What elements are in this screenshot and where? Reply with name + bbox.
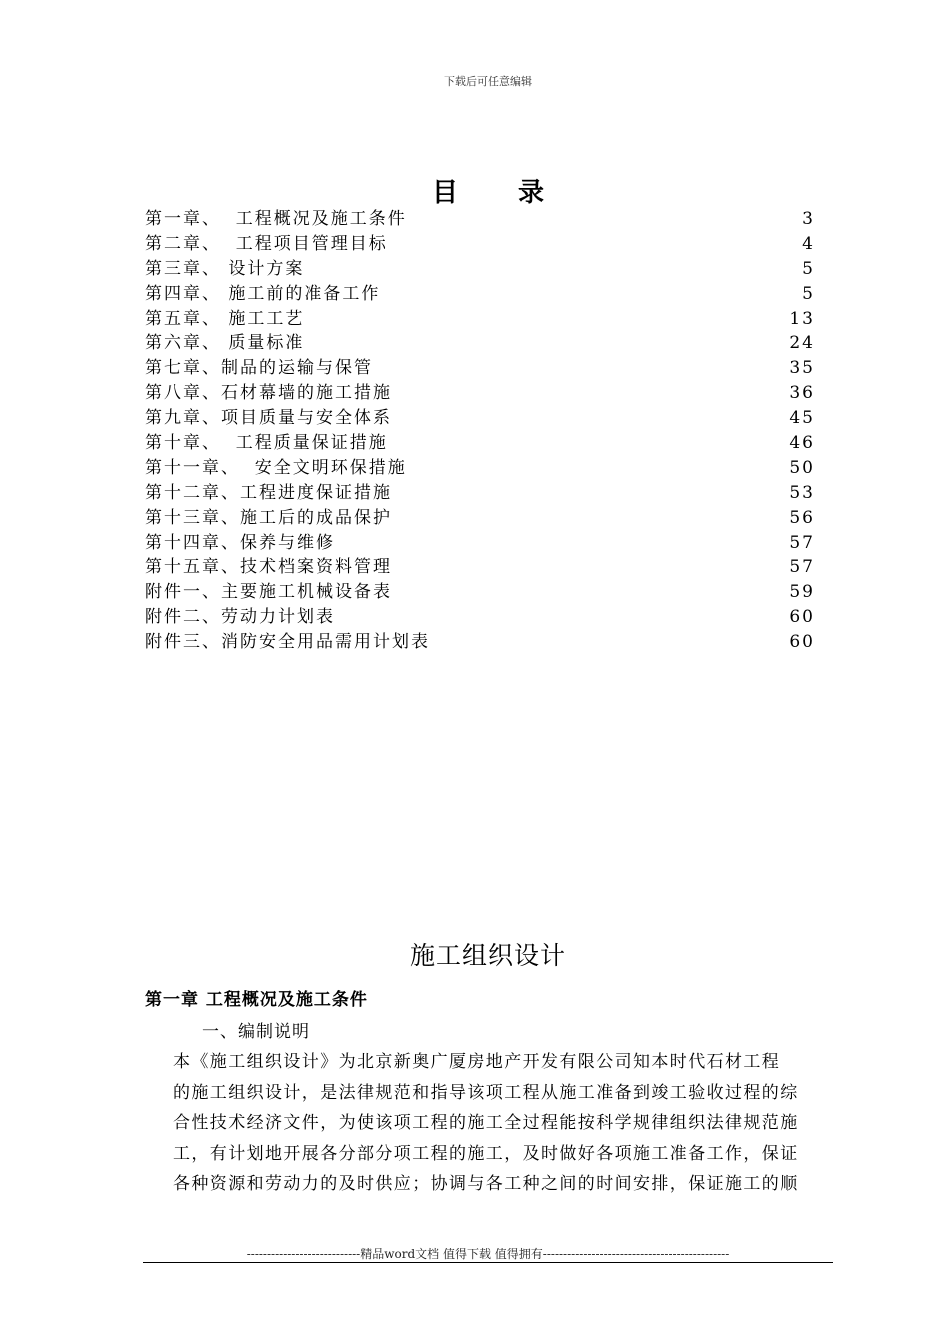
toc-title: 目录 xyxy=(431,178,604,208)
toc-entry-label: 第九章、项目质量与安全体系 xyxy=(145,408,392,429)
toc-entry[interactable] xyxy=(145,431,815,456)
toc-entry[interactable] xyxy=(145,257,815,282)
toc-entry-page: 45 xyxy=(789,408,815,429)
toc-entry-label: 第五章、 施工工艺 xyxy=(145,308,305,329)
toc-entry-label: 第十五章、技术档案资料管理 xyxy=(145,557,392,578)
toc-entry-page: 60 xyxy=(789,607,815,628)
toc-entry-label: 第十章、 工程质量保证措施 xyxy=(145,433,388,454)
toc-entry-label: 第十四章、保养与维修 xyxy=(145,532,335,553)
toc-entry-page: 50 xyxy=(789,457,815,478)
toc-entry[interactable] xyxy=(145,232,815,257)
body-paragraph xyxy=(173,1047,835,1200)
toc-entry-label: 第十二章、工程进度保证措施 xyxy=(145,482,392,503)
toc-entry-label: 第四章、 施工前的准备工作 xyxy=(145,283,381,304)
toc-entry-page: 57 xyxy=(789,557,815,578)
toc-entry-page: 56 xyxy=(789,507,815,528)
toc-entry-page: 57 xyxy=(789,532,815,553)
toc-entry[interactable] xyxy=(145,580,815,605)
toc-entry-label: 第七章、制品的运输与保管 xyxy=(145,358,373,379)
toc-entry[interactable] xyxy=(145,381,815,406)
chapter-heading: 第一章 工程概况及施工条件 xyxy=(145,990,368,1010)
toc-entry-label: 第二章、 工程项目管理目标 xyxy=(145,233,388,254)
toc-entry-page: 13 xyxy=(789,308,815,329)
toc-entry-page: 5 xyxy=(802,283,815,304)
section-heading: 一、编制说明 xyxy=(202,1022,310,1042)
toc-entry[interactable] xyxy=(145,630,815,655)
toc-entry-label: 第三章、 设计方案 xyxy=(145,258,305,279)
header-note: 下载后可任意编辑 xyxy=(444,75,532,88)
toc-entry-page: 5 xyxy=(802,258,815,279)
toc-entry-label: 附件一、主要施工机械设备表 xyxy=(145,582,392,603)
body-line: 工，有计划地开展各分部分项工程的施工，及时做好各项施工准备工作，保证 xyxy=(173,1143,799,1164)
toc-entry[interactable] xyxy=(145,555,815,580)
document-title: 施工组织设计 xyxy=(409,941,566,970)
toc-entry[interactable] xyxy=(145,406,815,431)
toc-entry-page: 53 xyxy=(789,482,815,503)
toc-entry[interactable] xyxy=(145,307,815,332)
toc-entry[interactable] xyxy=(145,282,815,307)
body-line: 本《施工组织设计》为北京新奥广厦房地产开发有限公司知本时代石材工程 xyxy=(173,1052,781,1072)
table-of-contents xyxy=(145,207,815,655)
toc-entry-page: 35 xyxy=(789,358,815,379)
toc-entry-page: 60 xyxy=(789,632,815,653)
toc-entry-page: 36 xyxy=(789,383,815,404)
body-line: 的施工组织设计，是法律规范和指导该项工程从施工准备到竣工验收过程的综 xyxy=(173,1082,799,1103)
toc-entry-label: 第六章、 质量标准 xyxy=(145,333,305,354)
toc-entry[interactable] xyxy=(145,481,815,506)
toc-entry-page: 4 xyxy=(802,233,815,254)
toc-entry[interactable] xyxy=(145,356,815,381)
toc-entry[interactable] xyxy=(145,456,815,481)
toc-entry-label: 第一章、 工程概况及施工条件 xyxy=(145,209,407,229)
toc-entry[interactable] xyxy=(145,605,815,630)
toc-entry[interactable] xyxy=(145,506,815,531)
body-line: 各种资源和劳动力的及时供应；协调与各工种之间的时间安排，保证施工的顺 xyxy=(173,1174,799,1195)
toc-entry-label: 第十一章、 安全文明环保措施 xyxy=(145,457,407,478)
toc-entry-page: 59 xyxy=(789,582,815,603)
toc-entry[interactable] xyxy=(145,531,815,556)
toc-entry[interactable] xyxy=(145,207,815,232)
toc-entry-label: 附件三、消防安全用品需用计划表 xyxy=(145,632,430,653)
body-line: 合性技术经济文件，为使该项工程的施工全过程能按科学规律组织法律规范施 xyxy=(173,1113,799,1134)
toc-entry-label: 附件二、劳动力计划表 xyxy=(145,607,335,628)
toc-entry[interactable] xyxy=(145,331,815,356)
toc-entry-page: 46 xyxy=(789,433,815,454)
toc-entry-page: 3 xyxy=(802,209,815,229)
footer-text: ----------------------------精品word文档 值得下载 值得拥有---------------------------------------------- xyxy=(246,1247,730,1261)
toc-entry-label: 第十三章、施工后的成品保护 xyxy=(145,507,392,528)
toc-entry-label: 第八章、石材幕墙的施工措施 xyxy=(145,383,392,404)
toc-entry-page: 24 xyxy=(789,333,815,354)
footer-divider xyxy=(143,1262,833,1263)
